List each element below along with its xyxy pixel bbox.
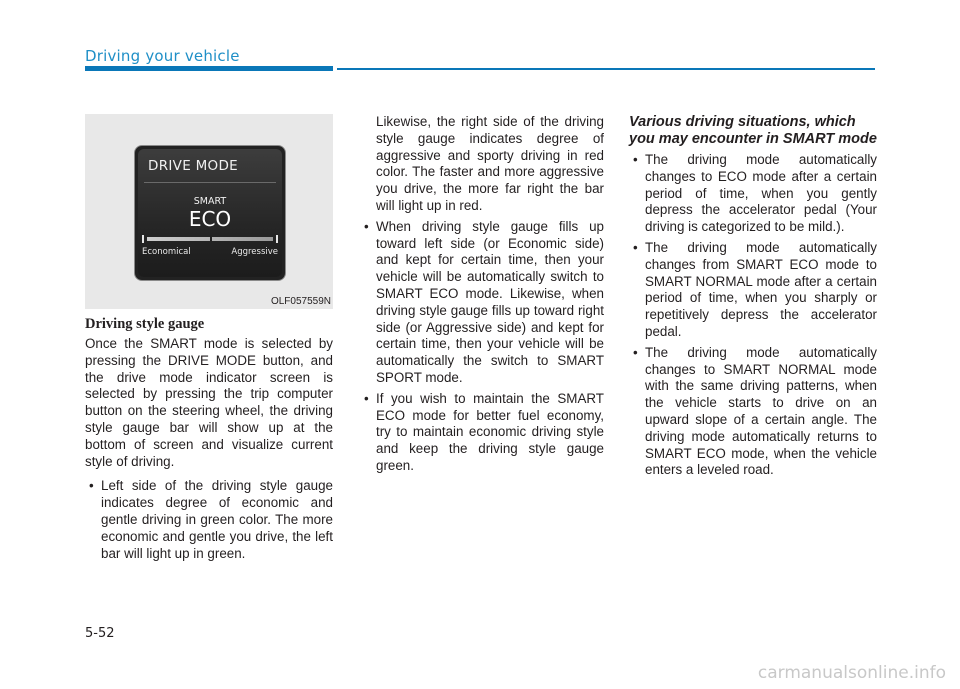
page-number: 5-52 — [85, 626, 115, 641]
bullet-item: • The driving mode automatically changes to SMART NORMAL mode with the same driving patterns, when the vehicle starts to drive on an upward slope of a certain angle. The driving mode automatically returns to SMART ECO mode, when the vehicle enters a leveled road. — [629, 345, 877, 479]
gauge-label-economical: Economical — [142, 247, 191, 257]
intro-paragraph: Once the SMART mode is selected by pressing the DRIVE MODE button, and the drive mode indicator screen is selected by pressing the trip computer button on the steering wheel, the driving style gauge bar will show up at the bottom of screen and visualize current style of driving. — [85, 336, 333, 469]
screen-divider — [144, 182, 276, 183]
column-2 — [360, 114, 604, 479]
section-title: Driving your vehicle — [85, 47, 240, 65]
gauge-label-aggressive: Aggressive — [231, 247, 278, 257]
situations-heading: Various driving situations, which you may encounter in SMART mode — [629, 114, 877, 147]
gauge-center-tick — [210, 235, 212, 243]
cluster-screen-display — [138, 149, 282, 277]
header-rule-thin — [337, 68, 875, 70]
driving-style-gauge — [142, 235, 278, 243]
bullet-item: • When driving style gauge fills up toward left side (or Economic side) and kept for certain time, then your vehicle will be automatically switch to SMART ECO mode. Likewise, when driving style gauge fills up toward right side (or Aggressive side) and kept for certain time, then your vehicle will be automatically the switch to SMART SPORT mode. — [360, 219, 604, 387]
bullet-item: • The driving mode automatically changes from SMART ECO mode to SMART NORMAL mode after a certain period of time, when you sharply or repetitively depress the accelerator pedal. — [629, 240, 877, 341]
watermark: carmanualsonline.info — [757, 663, 946, 683]
driving-style-gauge-heading: Driving style gauge — [85, 316, 205, 332]
mode-value: ECO — [188, 207, 232, 231]
drive-mode-title: DRIVE MODE — [148, 158, 239, 174]
figure-code: OLF057559N — [270, 296, 331, 307]
column-3-bullets — [629, 152, 877, 479]
continuation-paragraph: Likewise, the right side of the driving style gauge indicates degree of aggressive and sporty driving in red color. The faster and more aggressive you drive, the more far right the bar will light up in red. — [376, 114, 604, 213]
header-rule-thick — [85, 66, 333, 71]
column-3 — [629, 114, 877, 483]
drive-mode-figure — [85, 114, 333, 309]
column-2-bullets — [360, 219, 604, 475]
mode-label: SMART — [193, 196, 227, 207]
column-1-body — [85, 336, 333, 562]
bullet-item: • Left side of the driving style gauge indicates degree of economic and gentle driving in green color. The more economic and gentle you drive, the left bar will light up in green. — [85, 478, 333, 562]
column-1-bullets — [85, 478, 333, 562]
bullet-item: • The driving mode automatically changes to ECO mode after a certain period of time, when you gently depress the accelerator pedal (Your driving is categorized to be mild.). — [629, 152, 877, 236]
bullet-item: • If you wish to maintain the SMART ECO mode for better fuel economy, try to maintain economic driving style and keep the driving style gauge green. — [360, 391, 604, 475]
cluster-screen — [134, 145, 286, 281]
